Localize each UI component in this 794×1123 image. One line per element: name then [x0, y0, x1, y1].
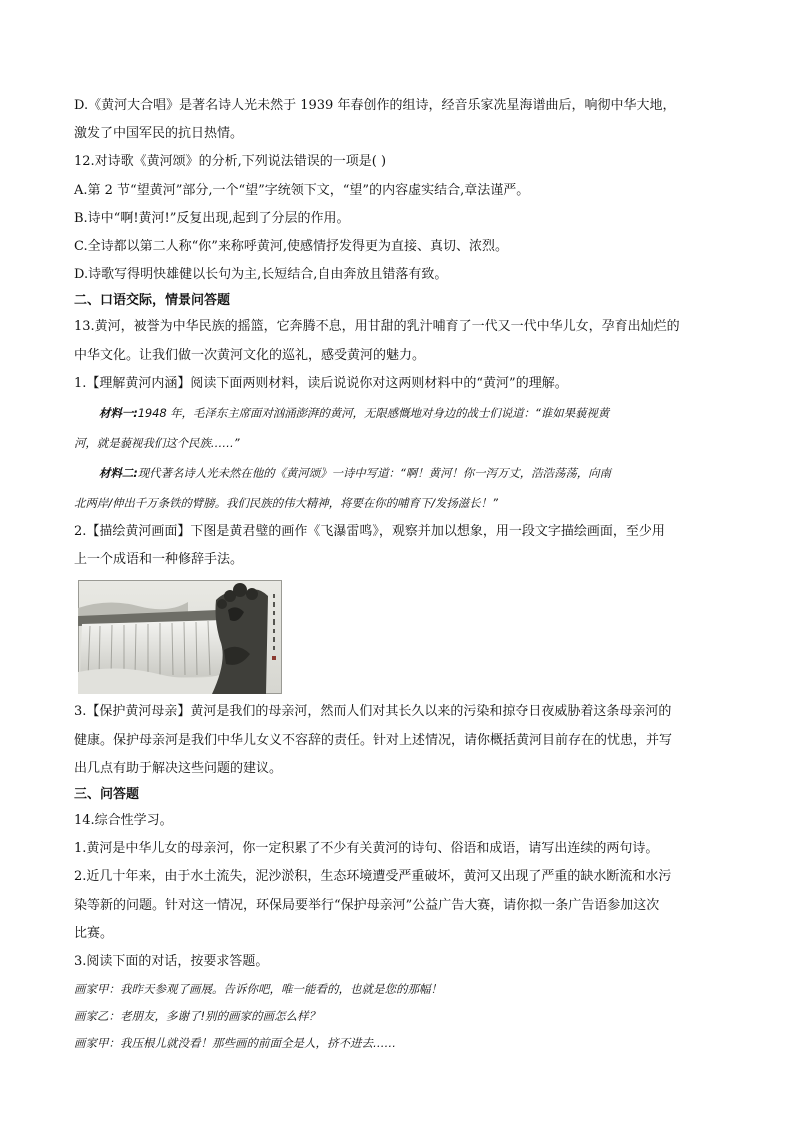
material-text: 河，就是藐视我们这个民族……” [74, 436, 240, 451]
worksheet-page [74, 92, 728, 1057]
dialog-line: 画家甲：我压根儿就没看！那些画的前面全是人，挤不进去…… [74, 1036, 396, 1051]
section-heading: 三、问答题 [74, 787, 140, 803]
dialog-line: 画家甲：我昨天参观了画展。告诉你吧，唯一能看的，也就是您的那幅！ [74, 982, 442, 997]
waterfall-painting-image [78, 580, 282, 694]
dialog-line: 画家乙：老朋友，多谢了!别的画家的画怎么样？ [74, 1009, 321, 1024]
material-label: 材料二: [99, 466, 138, 481]
material-text: 1948 年，毛泽东主席面对汹涌澎湃的黄河，无限感慨地对身边的战士们说道：“谁如果藐视黄 [137, 406, 610, 421]
text-line: 染等新的问题。针对这一情况，环保局要举行“保护母亲河”公益广告大赛，请你拟一条广告语参加这次 [74, 897, 660, 913]
q11-option-d [74, 92, 728, 148]
question-12 [74, 148, 728, 289]
material-text: 现代著名诗人光未然在他的《黄河颂》一诗中写道：“啊！黄河！你一泻万丈，浩浩荡荡，向南 [137, 466, 611, 481]
material-text: 北两岸/伸出千万条铁的臂膀。我们民族的伟大精神，将要在你的哺育下/发扬滋长！” [74, 496, 498, 511]
text-line: 中华文化。让我们做一次黄河文化的巡礼，感受黄河的魅力。 [74, 347, 426, 363]
option-d: D.诗歌写得明快雄健以长句为主,长短结合,自由奔放且错落有致。 [74, 267, 448, 283]
dialog-block [74, 976, 728, 1057]
material-label: 材料一: [99, 406, 138, 421]
text-line: 出几点有助于解决这些问题的建议。 [74, 760, 283, 776]
section-heading: 二、口语交际，情景问答题 [74, 293, 231, 309]
option-a: A.第 2 节“望黄河”部分,一个“望”字统领下文，“望”的内容虚实结合,章法谨严。 [74, 182, 530, 198]
option-c: C.全诗都以第二人称“你”来称呼黄河,使感情抒发得更为直接、真切、浓烈。 [74, 239, 509, 255]
text-line: 健康。保护母亲河是我们中华儿女义不容辞的责任。针对上述情况，请你概括黄河目前存在的忧患，并写 [74, 732, 673, 748]
question-14 [74, 807, 728, 1057]
text-line: D.《黄河大合唱》是著名诗人光未然于 1939 年春创作的组诗，经音乐家冼星海谱曲后，响彻中华大地， [74, 98, 676, 113]
text-line: 上一个成语和一种修辞手法。 [74, 552, 244, 568]
sub-item-1: 1.黄河是中华儿女的母亲河，你一定积累了不少有关黄河的诗句、俗语和成语，请写出连续的两句诗。 [74, 841, 659, 857]
text-line: 比赛。 [74, 925, 114, 941]
text-line: 13.黄河，被誉为中华民族的摇篮，它奔腾不息，用甘甜的乳汁哺育了一代又一代中华儿女，孕育出灿烂的 [74, 319, 680, 335]
text-line: 激发了中国军民的抗日热情。 [74, 126, 244, 142]
sub-item-2: 2.【描绘黄河画面】下图是黄君璧的画作《飞瀑雷鸣》，观察并加以想象，用一段文字描绘画面，至少用 [74, 524, 665, 540]
option-b: B.诗中“啊!黄河!”反复出现,起到了分层的作用。 [74, 210, 350, 226]
material-2 [74, 458, 728, 518]
question-13 [74, 313, 728, 783]
sub-item-3: 3.阅读下面的对话，按要求答题。 [74, 954, 269, 970]
sub-item-1: 1.【理解黄河内涵】阅读下面两则材料，读后说说你对这两则材料中的“黄河”的理解。 [74, 375, 568, 391]
sub-item-3: 3.【保护黄河母亲】黄河是我们的母亲河，然而人们对其长久以来的污染和掠夺日夜威胁着这条母亲河的 [74, 704, 672, 720]
question-stem: 14.综合性学习。 [74, 813, 173, 829]
material-1 [74, 398, 728, 458]
sub-item-2: 2.近几十年来，由于水土流失，泥沙淤积，生态环境遭受严重破坏，黄河又出现了严重的缺水断流和水污 [74, 869, 672, 885]
question-stem: 12.对诗歌《黄河颂》的分析,下列说法错误的一项是( ) [74, 154, 387, 170]
